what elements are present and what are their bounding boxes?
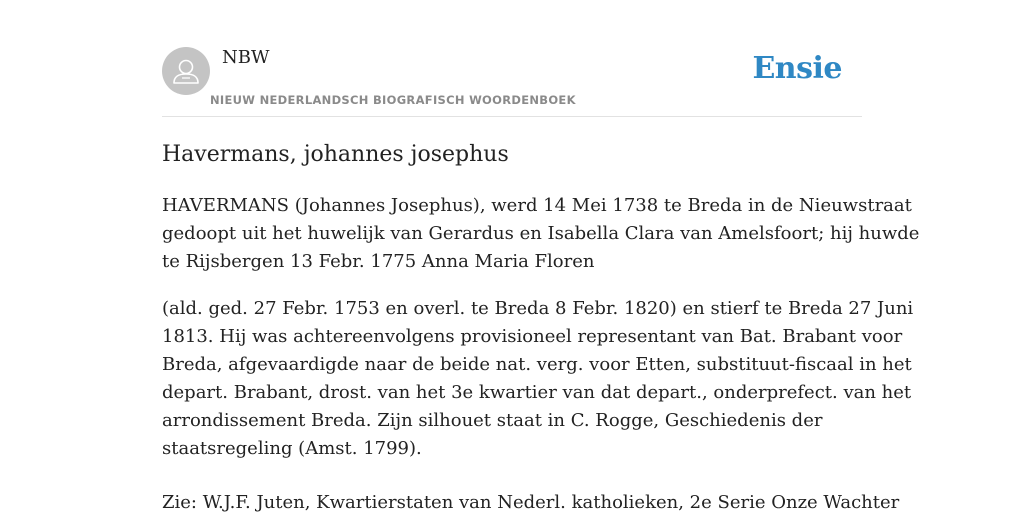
paragraph-line: 1813. Hij was achtereenvolgens provisioneel representant van Bat. Brabant voor [162,326,903,347]
ensie-logo[interactable]: Ensie [752,51,842,86]
paragraph-line: (ald. ged. 27 Febr. 1753 en overl. te Breda 8 Febr. 1820) en stierf te Breda 27 Juni [162,298,914,319]
paragraph-line: te Rijsbergen 13 Febr. 1775 Anna Maria Floren [162,251,595,272]
paragraph-line: arrondissement Breda. Zijn silhouet staat in C. Rogge, Geschiedenis der [162,410,823,431]
source-name[interactable]: NIEUW NEDERLANDSCH BIOGRAFISCH WOORDENBOEK [210,93,576,107]
person-icon [162,47,210,95]
paragraph-line: HAVERMANS (Johannes Josephus), werd 14 Mei 1738 te Breda in de Nieuwstraat [162,195,912,216]
author-name[interactable]: NBW [222,47,270,68]
article-header [162,46,862,117]
paragraph-line: Zie: W.J.F. Juten, Kwartierstaten van Nederl. katholieken, 2e Serie Onze Wachter [162,492,900,512]
article-title: Havermans, johannes josephus [162,142,509,167]
paragraph-line: staatsregeling (Amst. 1799). [162,438,422,459]
article-paragraph-1 [162,192,920,276]
article-paragraph-2 [162,295,914,463]
author-avatar[interactable] [162,47,210,95]
paragraph-line: Breda, afgevaardigde naar de beide nat. verg. voor Etten, substituut-fiscaal in het [162,354,912,375]
article-paragraph-3 [162,489,900,512]
paragraph-line: depart. Brabant, drost. van het 3e kwartier van dat depart., onderprefect. van het [162,382,912,403]
paragraph-line: gedoopt uit het huwelijk van Gerardus en Isabella Clara van Amelsfoort; hij huwde [162,223,920,244]
